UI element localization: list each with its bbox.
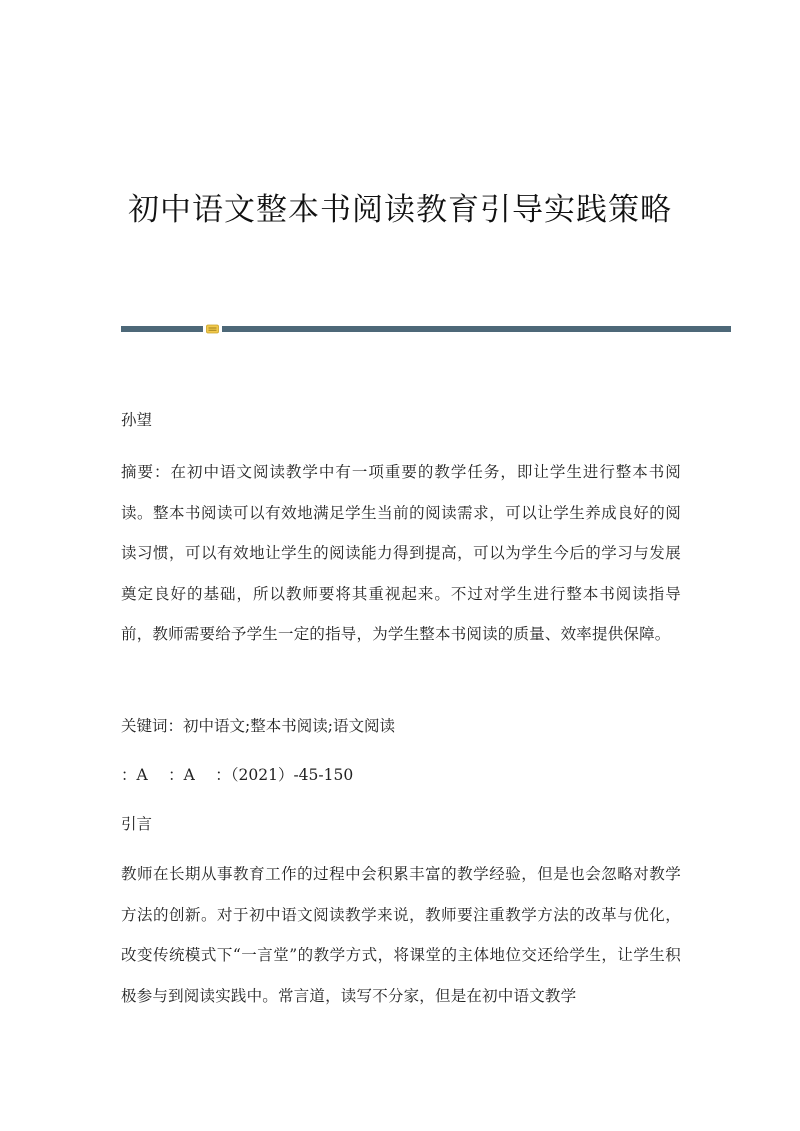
ornament-icon (206, 324, 219, 334)
section-heading: 引言 (121, 815, 153, 833)
keywords-line: 关键词：初中语文;整本书阅读;语文阅读 (121, 717, 395, 735)
divider-bar-right (222, 326, 731, 332)
classification-line: ：A ：A ：（2021）-45-150 (121, 766, 354, 784)
divider-bar-left (121, 326, 203, 332)
intro-paragraph: 教师在长期从事教育工作的过程中会积累丰富的教学经验，但是也会忽略对教学方法的创新。对于初中语文阅读教学来说，教师要注重教学方法的改革与优化，改变传统模式下“一言堂”的教学方式，将课堂的主体地位交还给学生，让学生积极参与到阅读实践中。常言道，读写不分家，但是在初中语文教学 (121, 865, 681, 1005)
title-divider (121, 324, 731, 334)
author-name: 孙望 (121, 411, 153, 429)
abstract-paragraph: 摘要：在初中语文阅读教学中有一项重要的教学任务，即让学生进行整本书阅读。整本书阅读可以有效地满足学生当前的阅读需求，可以让学生养成良好的阅读习惯，可以有效地让学生的阅读能力得到提高，可以为学生今后的学习与发展奠定良好的基础，所以教师要将其重视起来。不过对学生进行整本书阅读指导前，教师需要给予学生一定的指导，为学生整本书阅读的质量、效率提供保障。 (121, 463, 681, 643)
document-title: 初中语文整本书阅读教育引导实践策略 (128, 192, 672, 228)
